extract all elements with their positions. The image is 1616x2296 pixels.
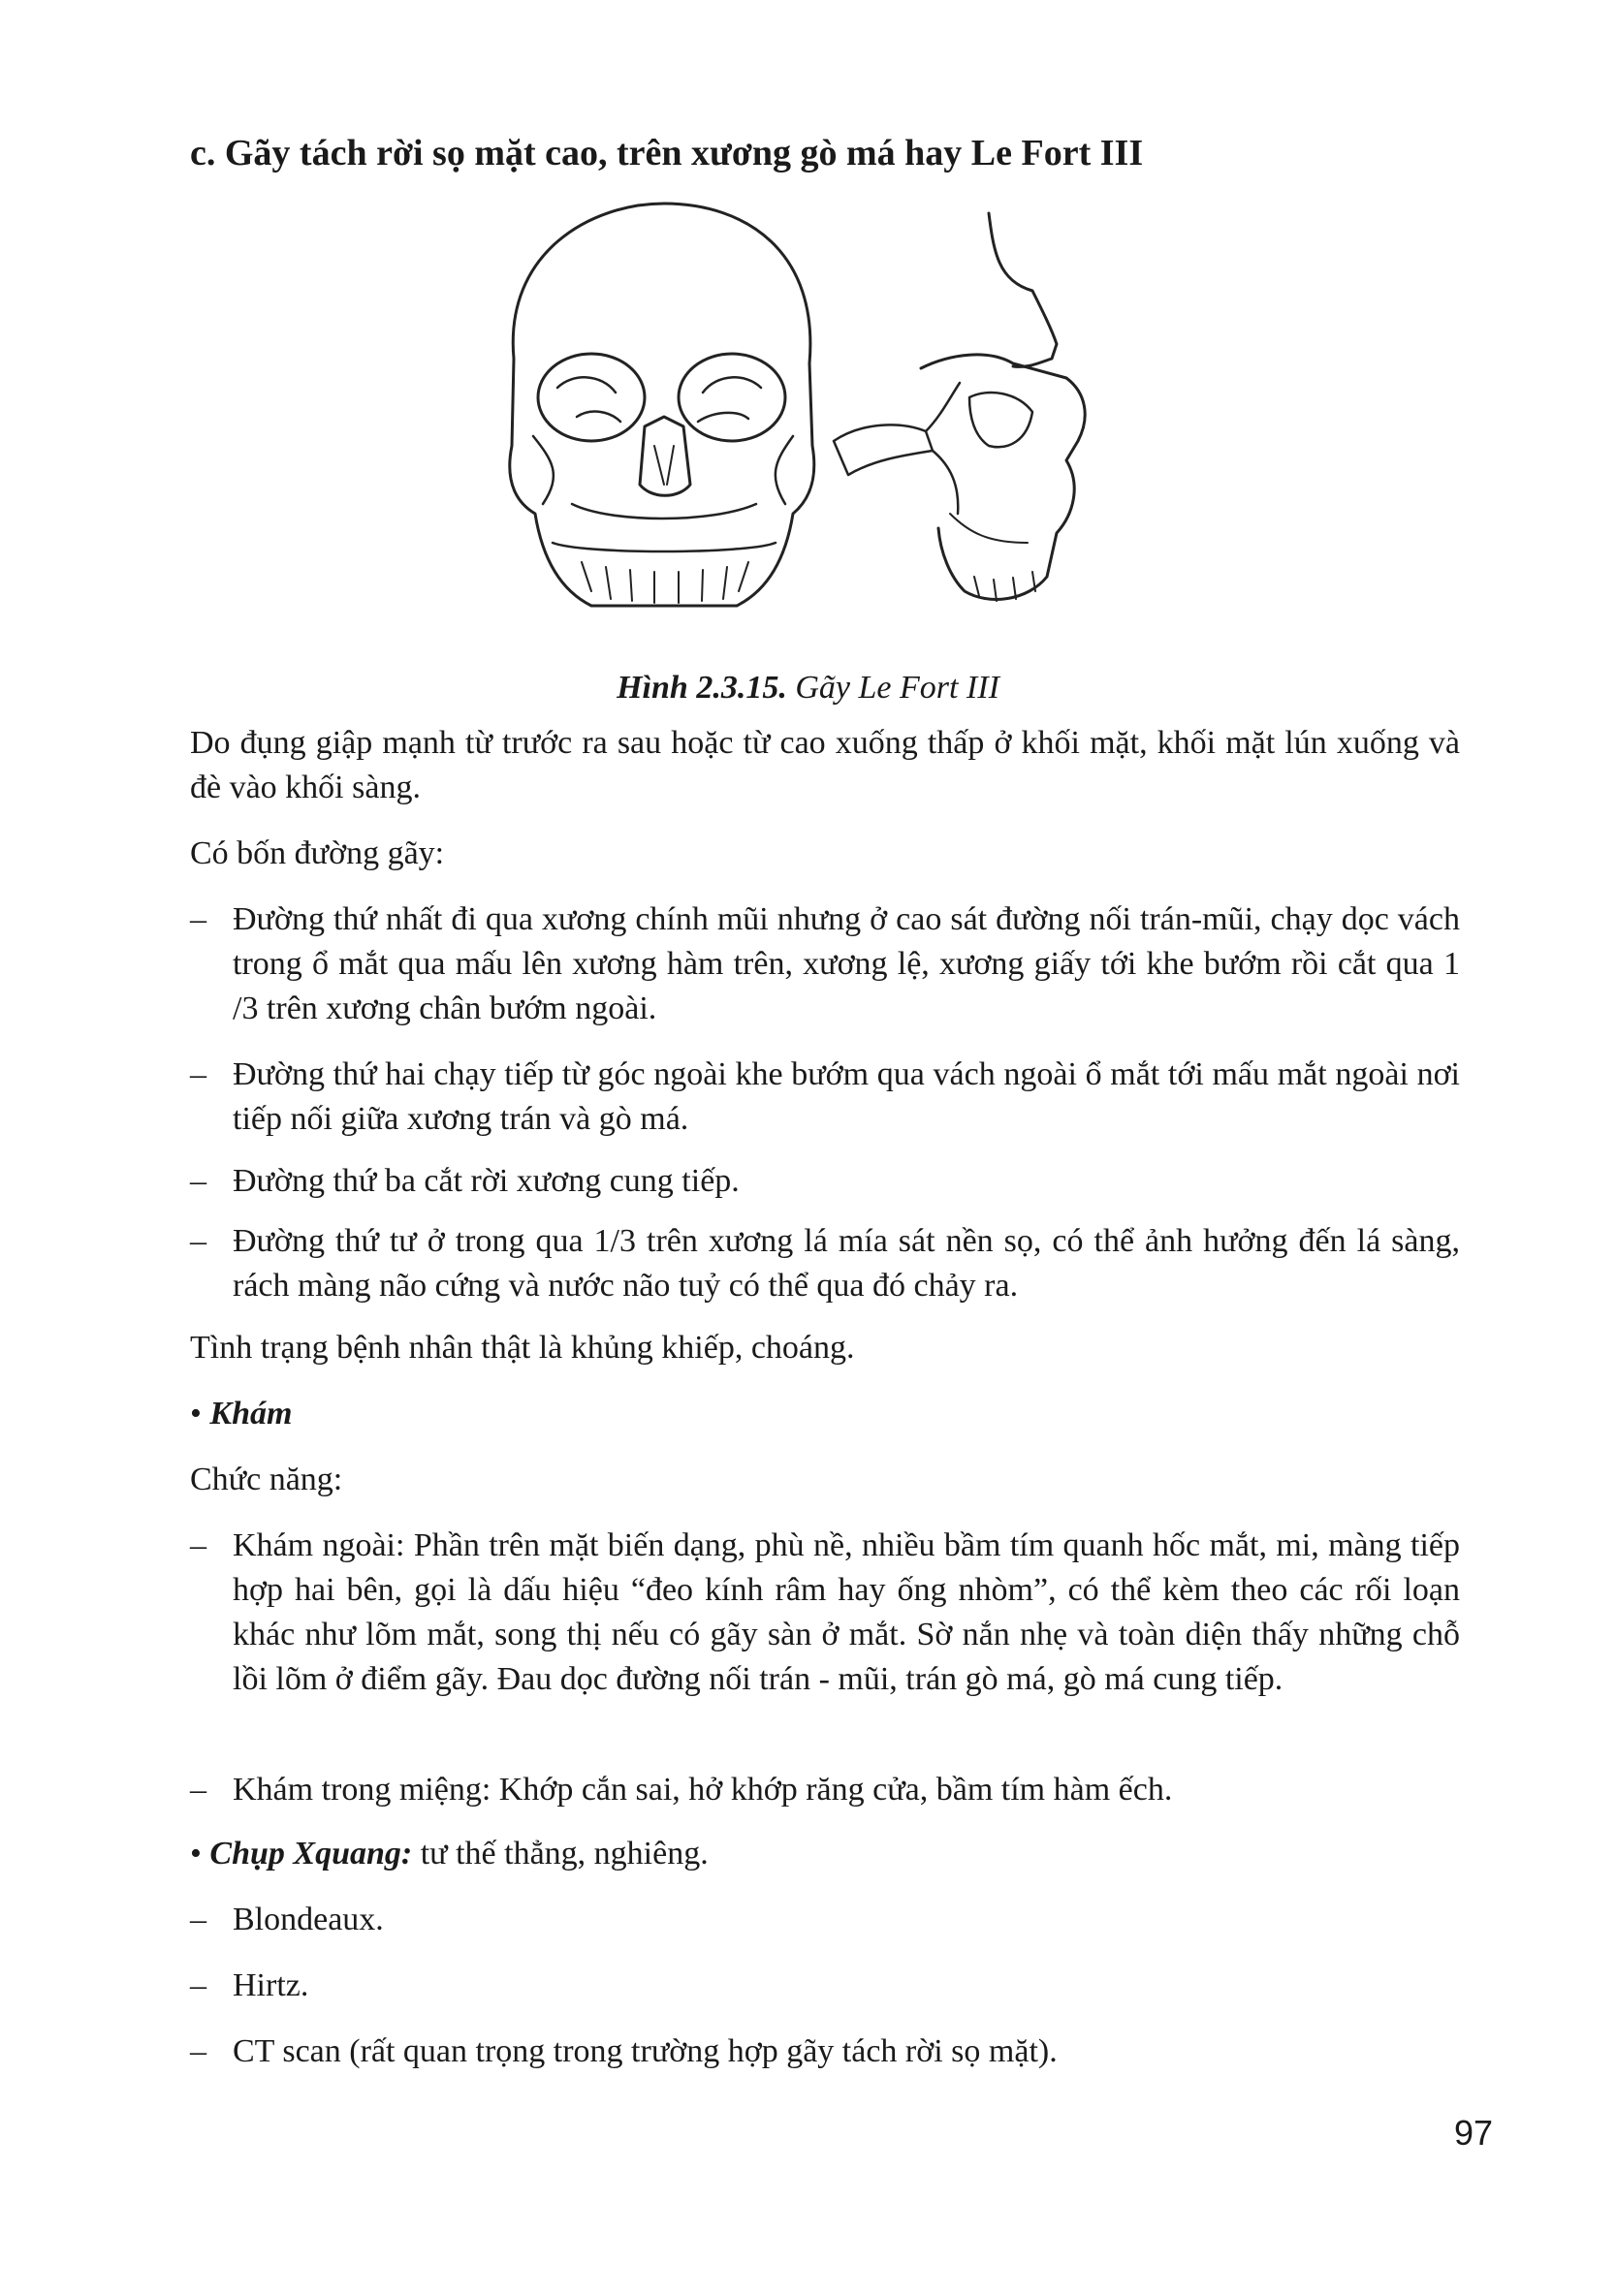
list-dash: – xyxy=(190,1223,206,1259)
caption-text: Gãy Le Fort III xyxy=(786,670,999,706)
bullet-glyph: • xyxy=(190,1396,202,1431)
exam-bullet-heading xyxy=(190,1392,292,1436)
exam-title: Khám xyxy=(209,1396,293,1431)
fracture-lines-intro: Có bốn đường gãy: xyxy=(190,835,445,871)
list-item-text: Hirtz. xyxy=(233,1967,309,2003)
xray-text: tư thế thẳng, nghiêng. xyxy=(412,1836,709,1871)
list-item-text: Đường thứ hai chạy tiếp từ góc ngoài khe bướm qua vách ngoài ổ mắt tới mấu mắt ngoài nơi tiếp nối giữa xương trán và gò má. xyxy=(233,1056,1460,1137)
list-dash: – xyxy=(190,1056,206,1092)
list-item-text: Khám trong miệng: Khớp cắn sai, hở khớp răng cửa, bầm tím hàm ếch. xyxy=(233,1772,1173,1808)
condition-paragraph: Tình trạng bệnh nhân thật là khủng khiếp, choáng. xyxy=(190,1330,855,1366)
function-label: Chức năng: xyxy=(190,1462,343,1497)
list-dash: – xyxy=(190,2033,206,2069)
caption-label: Hình 2.3.15. xyxy=(617,670,787,706)
intro-paragraph: Do đụng giập mạnh từ trước ra sau hoặc từ cao xuống thấp ở khối mặt, khối mặt lún xuống và đè vào khối sàng. xyxy=(190,725,1460,805)
page-number: 97 xyxy=(1453,2113,1493,2153)
list-item-text: Đường thứ ba cắt rời xương cung tiếp. xyxy=(233,1163,740,1199)
list-item-text: Đường thứ tư ở trong qua 1/3 trên xương lá mía sát nền sọ, có thể ảnh hưởng đến lá sàng, rách màng não cứng và nước não tuỷ có thể qua đó chảy ra. xyxy=(233,1223,1460,1304)
list-dash: – xyxy=(190,1967,206,2003)
list-item-text: Đường thứ nhất đi qua xương chính mũi nhưng ở cao sát đường nối trán-mũi, chạy dọc vách trong ổ mắt qua mấu lên xương hàm trên, xương lệ, xương giấy tới khe bướm rồi cắt qua 1 /3 trên xương chân bướm ngoài. xyxy=(233,901,1460,1026)
figure-caption xyxy=(0,667,1616,709)
xray-title: Chụp Xquang: xyxy=(209,1836,413,1871)
list-dash: – xyxy=(190,1163,206,1199)
list-dash: – xyxy=(190,1902,206,1937)
list-item-text: CT scan (rất quan trọng trong trường hợp gãy tách rời sọ mặt). xyxy=(233,2033,1058,2069)
list-item-text: Blondeaux. xyxy=(233,1902,384,1937)
list-dash: – xyxy=(190,1772,206,1808)
skull-illustration xyxy=(485,194,1125,659)
bullet-glyph: • xyxy=(190,1836,202,1871)
xray-bullet-heading xyxy=(190,1832,709,1876)
list-item-text: Khám ngoài: Phần trên mặt biến dạng, phù nề, nhiều bầm tím quanh hốc mắt, mi, màng tiếp hợp hai bên, gọi là dấu hiệu “đeo kính râm hay ống nhòm”, có thể kèm theo các rối loạn khác như lõm mắt, song thị nếu có gãy sàn ở mắt. Sờ nắn nhẹ và toàn diện thấy những chỗ lồi lõm ở điểm gãy. Đau dọc đường nối trán - mũi, trán gò má, gò má cung tiếp. xyxy=(233,1527,1460,1697)
list-dash: – xyxy=(190,901,206,937)
section-heading: c. Gãy tách rời sọ mặt cao, trên xương gò má hay Le Fort III xyxy=(190,133,1144,173)
list-dash: – xyxy=(190,1527,206,1563)
